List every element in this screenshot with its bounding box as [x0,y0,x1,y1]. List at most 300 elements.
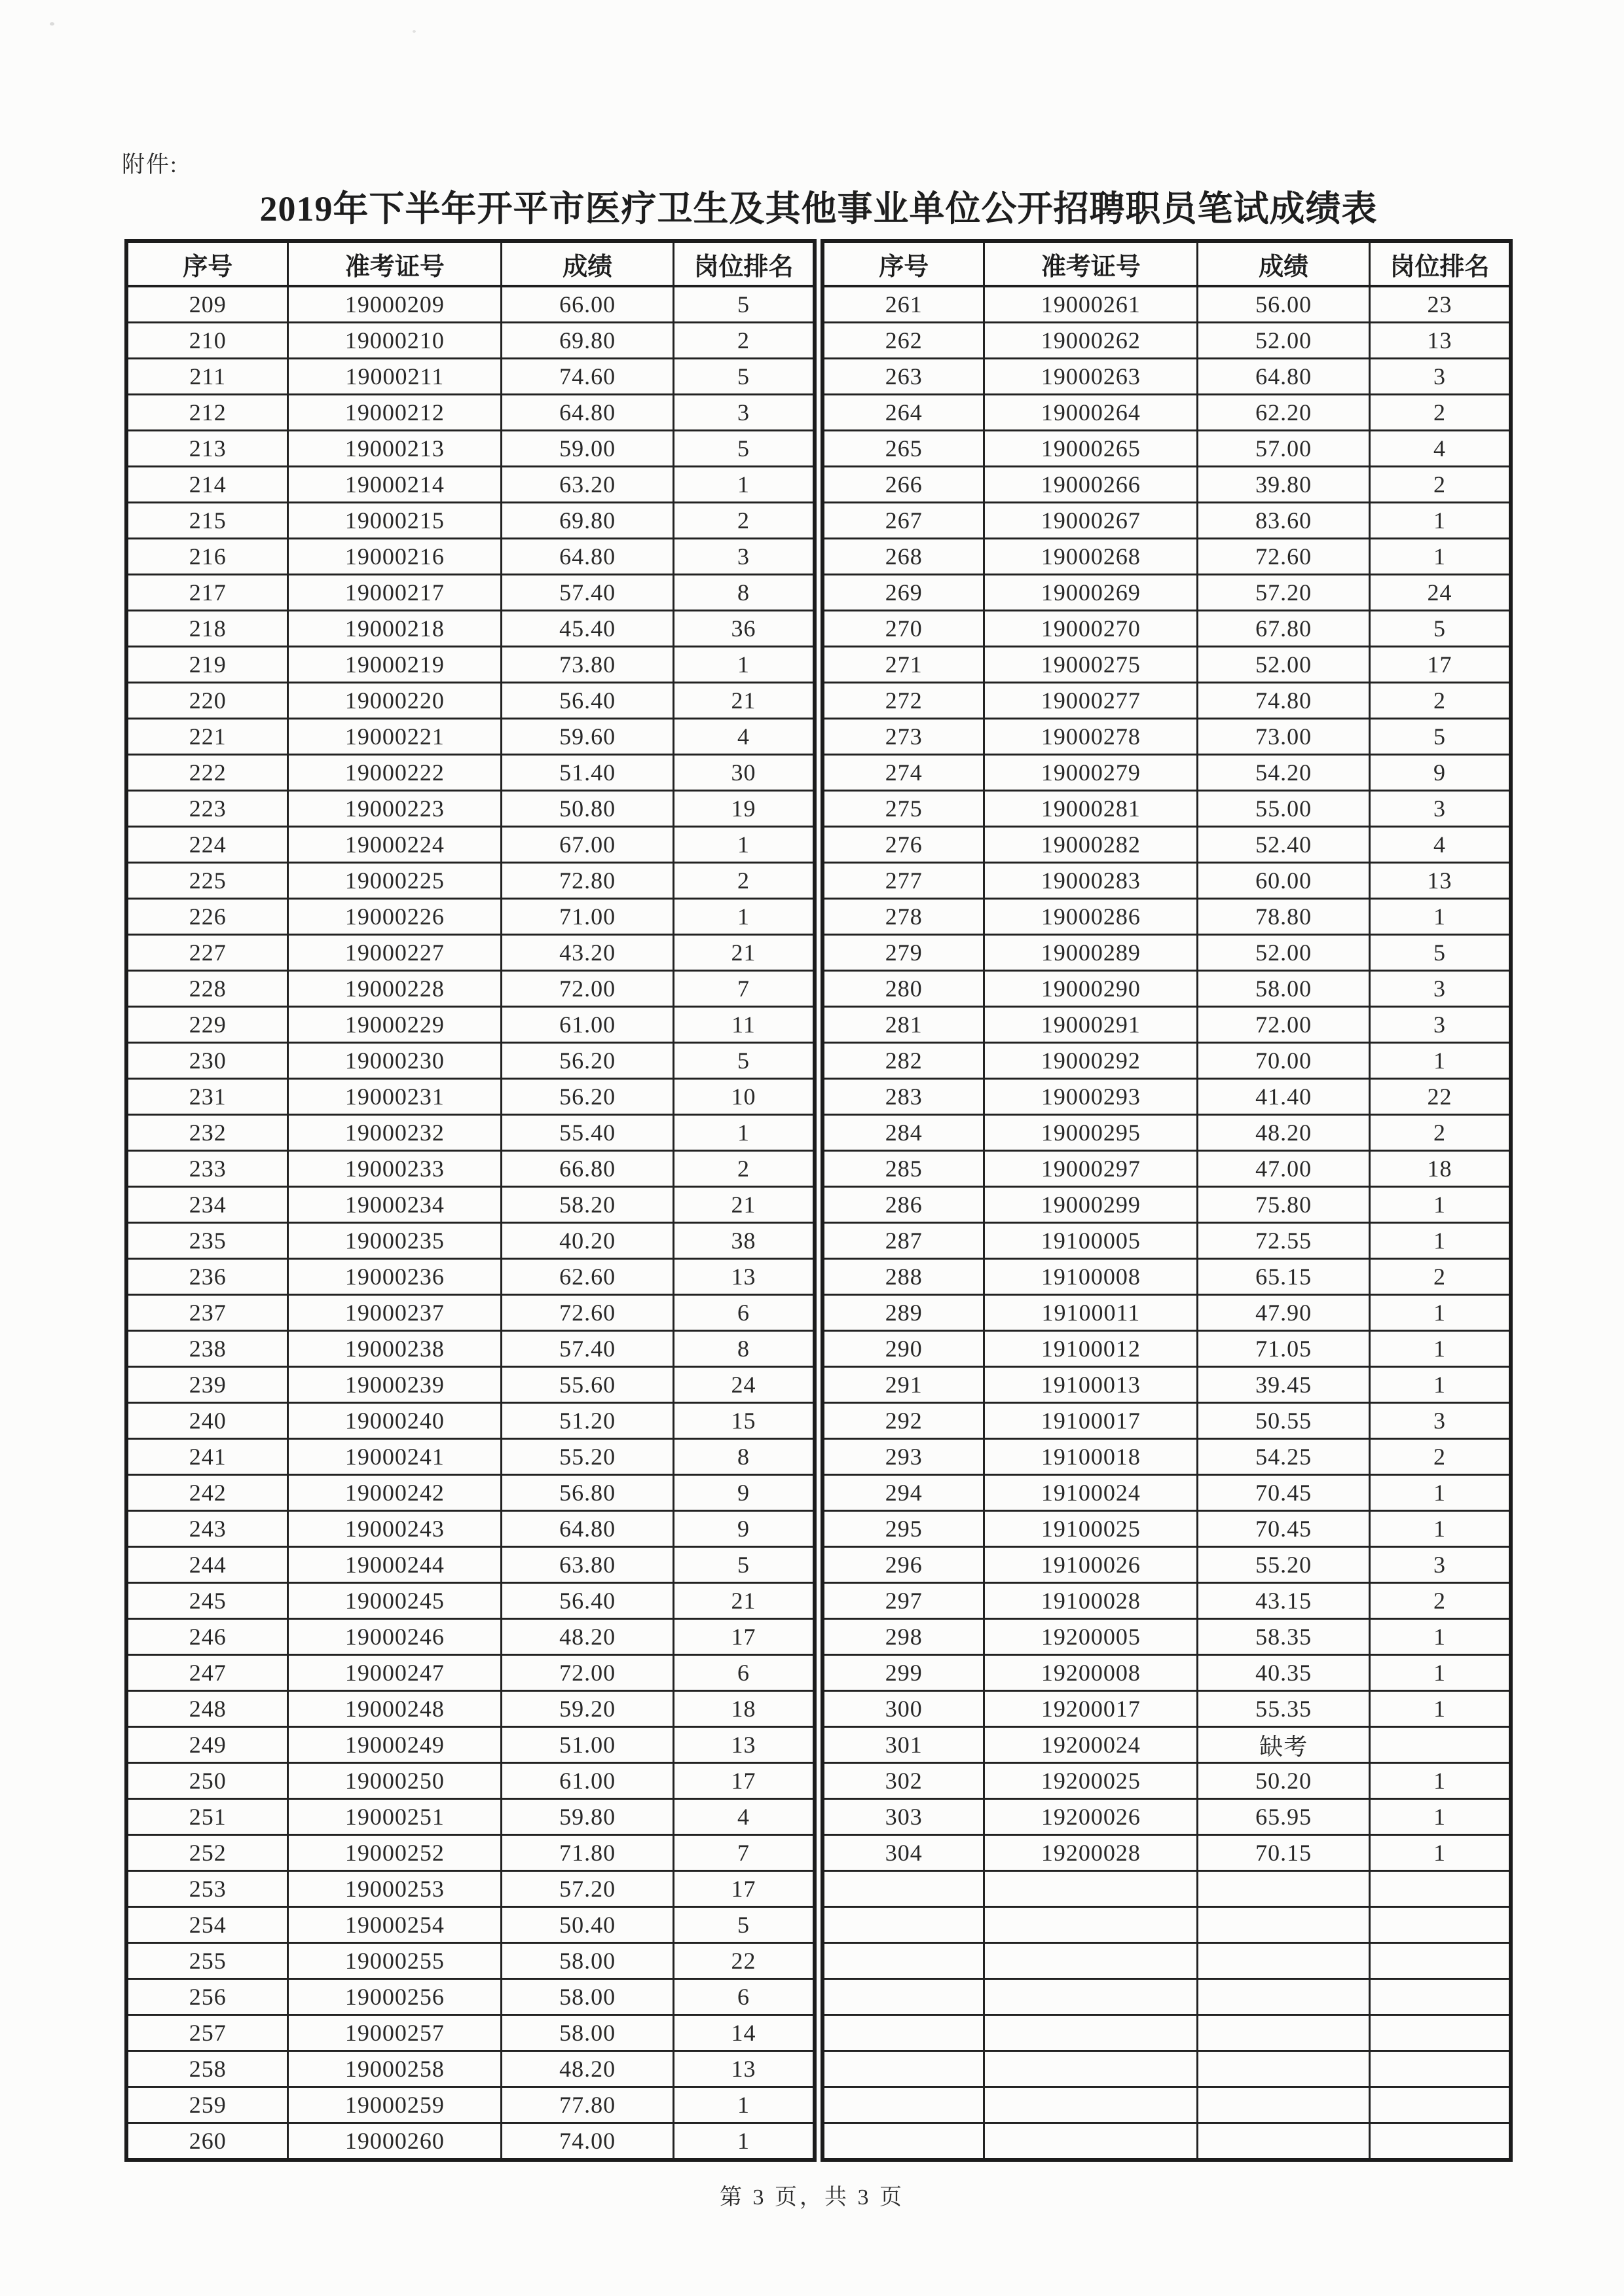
table-cell: 227 [126,935,288,971]
table-cell: 17 [674,1763,815,1799]
table-cell: 缺考 [1198,1727,1370,1763]
table-cell: 215 [126,503,288,539]
table-cell: 57.40 [502,1331,674,1367]
table-cell: 233 [126,1151,288,1187]
table-cell: 19 [674,791,815,827]
table-row [822,1727,1511,1763]
table-cell: 56.20 [502,1043,674,1079]
table-cell: 9 [674,1511,815,1547]
table-cell: 56.40 [502,1583,674,1619]
table-cell: 19000228 [288,971,502,1007]
table-cell: 51.20 [502,1403,674,1439]
table-row [126,359,815,395]
table-cell: 264 [822,395,984,431]
table-cell: 3 [1370,1547,1511,1583]
table-cell: 21 [674,935,815,971]
table-cell: 4 [674,1799,815,1835]
table-cell: 2 [674,323,815,359]
table-cell: 19000223 [288,791,502,827]
table-cell: 64.80 [502,1511,674,1547]
table-cell: 5 [674,286,815,323]
table-cell: 255 [126,1943,288,1979]
table-row [126,575,815,611]
table-cell: 13 [1370,323,1511,359]
table-cell: 5 [1370,719,1511,755]
table-cell: 45.40 [502,611,674,647]
table-row [126,503,815,539]
table-cell: 275 [822,791,984,827]
table-cell: 19000256 [288,1979,502,2015]
table-cell: 17 [674,1619,815,1655]
header-row [822,241,1511,286]
table-cell [822,2087,984,2123]
table-cell: 59.20 [502,1691,674,1727]
table-cell: 19000262 [984,323,1198,359]
table-cell: 22 [1370,1079,1511,1115]
table-cell: 73.00 [1198,719,1370,755]
table-cell: 57.20 [1198,575,1370,611]
table-cell: 70.45 [1198,1475,1370,1511]
table-cell: 19000264 [984,395,1198,431]
table-cell: 252 [126,1835,288,1871]
table-cell: 13 [674,1727,815,1763]
table-cell: 69.80 [502,503,674,539]
table-row [822,1547,1511,1583]
table-cell [984,2123,1198,2160]
table-cell: 258 [126,2051,288,2087]
table-cell: 19000241 [288,1439,502,1475]
table-cell: 19000225 [288,863,502,899]
table-cell: 19100005 [984,1223,1198,1259]
table-cell: 19200025 [984,1763,1198,1799]
table-cell: 5 [674,1043,815,1079]
table-cell: 52.00 [1198,323,1370,359]
table-cell: 54.20 [1198,755,1370,791]
table-cell [1370,1871,1511,1907]
table-cell: 69.80 [502,323,674,359]
scan-speck [50,22,54,26]
table-cell [1198,1943,1370,1979]
table-cell: 19000258 [288,2051,502,2087]
table-cell: 71.80 [502,1835,674,1871]
table-cell: 70.15 [1198,1835,1370,1871]
table-row [822,1187,1511,1223]
table-cell: 237 [126,1295,288,1331]
table-cell: 19000247 [288,1655,502,1691]
table-row [822,395,1511,431]
table-cell: 19000217 [288,575,502,611]
table-cell: 298 [822,1619,984,1655]
table-cell: 5 [674,359,815,395]
table-cell: 19000265 [984,431,1198,467]
table-cell: 299 [822,1655,984,1691]
table-cell [1370,2087,1511,2123]
table-cell: 245 [126,1583,288,1619]
table-cell: 225 [126,863,288,899]
table-cell: 210 [126,323,288,359]
table-cell: 56.40 [502,683,674,719]
table-cell: 304 [822,1835,984,1871]
table-cell: 19000238 [288,1331,502,1367]
table-cell: 266 [822,467,984,503]
table-row [126,1835,815,1871]
table-row [822,359,1511,395]
table-cell: 59.00 [502,431,674,467]
table-row [822,827,1511,863]
table-cell: 19000243 [288,1511,502,1547]
table-cell: 259 [126,2087,288,2123]
table-cell [1198,2051,1370,2087]
table-cell: 14 [674,2015,815,2051]
table-cell: 1 [674,2123,815,2160]
table-cell: 246 [126,1619,288,1655]
table-cell: 50.40 [502,1907,674,1943]
table-cell: 70.00 [1198,1043,1370,1079]
table-cell: 5 [674,431,815,467]
table-cell: 19000269 [984,575,1198,611]
table-cell: 74.80 [1198,683,1370,719]
table-cell: 218 [126,611,288,647]
table-cell: 71.05 [1198,1331,1370,1367]
table-cell: 19000261 [984,286,1198,323]
table-cell: 60.00 [1198,863,1370,899]
table-cell: 253 [126,1871,288,1907]
table-cell: 72.00 [502,1655,674,1691]
table-cell: 244 [126,1547,288,1583]
table-row [126,1007,815,1043]
table-cell: 24 [1370,575,1511,611]
table-cell: 57.20 [502,1871,674,1907]
table-row [822,1223,1511,1259]
table-row [126,1583,815,1619]
table-row [126,971,815,1007]
table-cell: 67.00 [502,827,674,863]
table-cell: 64.80 [502,395,674,431]
table-row [822,1007,1511,1043]
table-cell: 19000226 [288,899,502,935]
table-cell: 19000227 [288,935,502,971]
table-cell: 19000268 [984,539,1198,575]
table-row [822,503,1511,539]
table-cell: 1 [1370,1763,1511,1799]
table-row [126,647,815,683]
table-cell: 19000232 [288,1115,502,1151]
table-cell: 1 [1370,1223,1511,1259]
table-cell: 293 [822,1439,984,1475]
table-row [126,1979,815,2015]
table-cell: 213 [126,431,288,467]
table-row [822,1619,1511,1655]
table-row [126,1619,815,1655]
table-cell: 19000281 [984,791,1198,827]
table-row [126,755,815,791]
table-cell: 3 [674,395,815,431]
table-cell: 72.55 [1198,1223,1370,1259]
table-cell: 19000290 [984,971,1198,1007]
table-cell: 21 [674,683,815,719]
page-number: 第 3 页，共 3 页 [720,2185,904,2210]
table-cell: 301 [822,1727,984,1763]
table-cell [1370,1979,1511,2015]
table-row [822,286,1511,323]
table-cell: 3 [1370,971,1511,1007]
table-cell: 47.00 [1198,1151,1370,1187]
table-cell: 19200017 [984,1691,1198,1727]
column-header: 成绩 [1198,241,1370,286]
table-cell: 2 [674,1151,815,1187]
table-row [822,1331,1511,1367]
table-cell: 55.60 [502,1367,674,1403]
table-cell: 240 [126,1403,288,1439]
table-cell: 58.00 [1198,971,1370,1007]
table-row [126,1727,815,1763]
table-cell: 1 [1370,1331,1511,1367]
table-cell: 220 [126,683,288,719]
table-row [126,539,815,575]
table-cell: 231 [126,1079,288,1115]
table-cell: 284 [822,1115,984,1151]
table-cell [822,2051,984,2087]
table-cell: 209 [126,286,288,323]
table-cell: 47.90 [1198,1295,1370,1331]
table-cell: 19000255 [288,1943,502,1979]
table-cell [1198,1979,1370,2015]
table-cell: 19000212 [288,395,502,431]
table-cell: 232 [126,1115,288,1151]
table-cell: 1 [1370,1799,1511,1835]
table-cell: 1 [1370,539,1511,575]
table-cell: 270 [822,611,984,647]
table-cell: 224 [126,827,288,863]
table-cell: 55.20 [502,1439,674,1475]
table-cell: 250 [126,1763,288,1799]
table-row [126,899,815,935]
table-cell: 229 [126,1007,288,1043]
table-cell: 55.35 [1198,1691,1370,1727]
column-header: 序号 [822,241,984,286]
table-row [822,1295,1511,1331]
table-cell: 48.20 [1198,1115,1370,1151]
table-cell: 19100011 [984,1295,1198,1331]
table-cell: 19000283 [984,863,1198,899]
table-cell: 66.00 [502,286,674,323]
table-row [126,791,815,827]
table-row [822,611,1511,647]
table-cell: 248 [126,1691,288,1727]
table-cell: 65.15 [1198,1259,1370,1295]
table-cell: 13 [674,1259,815,1295]
table-cell: 276 [822,827,984,863]
table-cell: 17 [1370,647,1511,683]
table-cell: 1 [674,467,815,503]
table-cell: 19000286 [984,899,1198,935]
table-row [126,1043,815,1079]
table-row [126,1871,815,1907]
table-row [822,2087,1511,2123]
table-cell: 70.45 [1198,1511,1370,1547]
table-cell: 22 [674,1943,815,1979]
table-cell: 1 [1370,1691,1511,1727]
table-cell: 19000219 [288,647,502,683]
table-cell: 52.00 [1198,935,1370,971]
table-cell: 283 [822,1079,984,1115]
table-row [822,1943,1511,1979]
table-row [126,1799,815,1835]
table-row [126,1187,815,1223]
column-header: 准考证号 [288,241,502,286]
table-cell: 211 [126,359,288,395]
table-cell: 286 [822,1187,984,1223]
table-row [126,2087,815,2123]
table-cell: 2 [1370,683,1511,719]
table-cell: 5 [674,1907,815,1943]
table-row [822,467,1511,503]
table-cell: 66.80 [502,1151,674,1187]
table-cell: 72.60 [502,1295,674,1331]
table-cell: 74.00 [502,2123,674,2160]
table-cell: 2 [1370,1583,1511,1619]
table-cell: 56.20 [502,1079,674,1115]
table-cell: 72.80 [502,863,674,899]
table-cell: 61.00 [502,1007,674,1043]
table-cell: 40.20 [502,1223,674,1259]
table-cell: 19100017 [984,1403,1198,1439]
table-cell: 18 [674,1691,815,1727]
table-cell: 265 [822,431,984,467]
table-cell: 77.80 [502,2087,674,2123]
table-cell: 8 [674,575,815,611]
table-cell: 236 [126,1259,288,1295]
table-cell: 74.60 [502,359,674,395]
table-cell: 234 [126,1187,288,1223]
table-cell: 277 [822,863,984,899]
table-cell: 48.20 [502,2051,674,2087]
table-cell: 274 [822,755,984,791]
table-cell: 11 [674,1007,815,1043]
table-cell: 235 [126,1223,288,1259]
table-cell: 247 [126,1655,288,1691]
table-cell: 3 [1370,359,1511,395]
table-cell: 19000209 [288,286,502,323]
table-cell: 40.35 [1198,1655,1370,1691]
table-cell: 1 [1370,1043,1511,1079]
table-cell: 292 [822,1403,984,1439]
table-cell: 1 [1370,1295,1511,1331]
table-cell: 50.80 [502,791,674,827]
table-cell: 2 [1370,395,1511,431]
table-cell: 19000289 [984,935,1198,971]
table-cell: 2 [674,503,815,539]
table-cell: 5 [1370,611,1511,647]
table-cell: 19200005 [984,1619,1198,1655]
table-row [126,683,815,719]
table-cell: 57.40 [502,575,674,611]
table-cell: 271 [822,647,984,683]
table-cell: 7 [674,1835,815,1871]
table-cell: 19000229 [288,1007,502,1043]
table-cell [822,1979,984,2015]
table-row [126,431,815,467]
table-cell: 226 [126,899,288,935]
table-cell: 64.80 [502,539,674,575]
table-row [822,1367,1511,1403]
table-cell: 8 [674,1439,815,1475]
table-cell [822,2123,984,2160]
table-cell: 260 [126,2123,288,2160]
table-cell: 57.00 [1198,431,1370,467]
table-cell: 19000216 [288,539,502,575]
table-row [822,1799,1511,1835]
table-row [126,286,815,323]
table-cell: 287 [822,1223,984,1259]
table-cell: 58.00 [502,1979,674,2015]
table-cell: 58.20 [502,1187,674,1223]
table-cell: 251 [126,1799,288,1835]
table-row [126,2123,815,2160]
table-cell: 19000214 [288,467,502,503]
table-cell: 1 [1370,1511,1511,1547]
table-cell: 243 [126,1511,288,1547]
table-row [822,1475,1511,1511]
table-cell: 36 [674,611,815,647]
table-cell: 267 [822,503,984,539]
table-cell: 19000252 [288,1835,502,1871]
table-cell: 262 [822,323,984,359]
table-cell: 19000222 [288,755,502,791]
table-cell: 261 [822,286,984,323]
table-cell: 282 [822,1043,984,1079]
table-cell: 65.95 [1198,1799,1370,1835]
table-cell: 59.80 [502,1799,674,1835]
table-cell: 223 [126,791,288,827]
table-cell: 78.80 [1198,899,1370,935]
table-cell [822,1943,984,1979]
table-cell: 19000246 [288,1619,502,1655]
table-cell: 19000244 [288,1547,502,1583]
table-cell: 19100026 [984,1547,1198,1583]
table-cell: 212 [126,395,288,431]
table-row [822,575,1511,611]
table-cell: 19000278 [984,719,1198,755]
table-cell [984,1943,1198,1979]
table-cell: 19000292 [984,1043,1198,1079]
table-cell: 2 [1370,467,1511,503]
table-row [822,539,1511,575]
table-cell: 228 [126,971,288,1007]
table-cell: 241 [126,1439,288,1475]
table-cell: 297 [822,1583,984,1619]
table-cell: 19100024 [984,1475,1198,1511]
table-row [822,1403,1511,1439]
table-cell: 3 [1370,1403,1511,1439]
table-cell: 21 [674,1583,815,1619]
table-cell [1370,2123,1511,2160]
table-cell [984,1979,1198,2015]
table-cell: 249 [126,1727,288,1763]
table-cell: 50.55 [1198,1403,1370,1439]
table-row [822,1871,1511,1907]
table-row [822,755,1511,791]
table-cell: 19000277 [984,683,1198,719]
table-cell: 19100012 [984,1331,1198,1367]
table-cell [984,2015,1198,2051]
score-table-right [821,239,1513,2162]
table-cell: 257 [126,2015,288,2051]
table-row [822,647,1511,683]
table-cell: 19000270 [984,611,1198,647]
table-cell: 19000235 [288,1223,502,1259]
table-cell [1370,1943,1511,1979]
